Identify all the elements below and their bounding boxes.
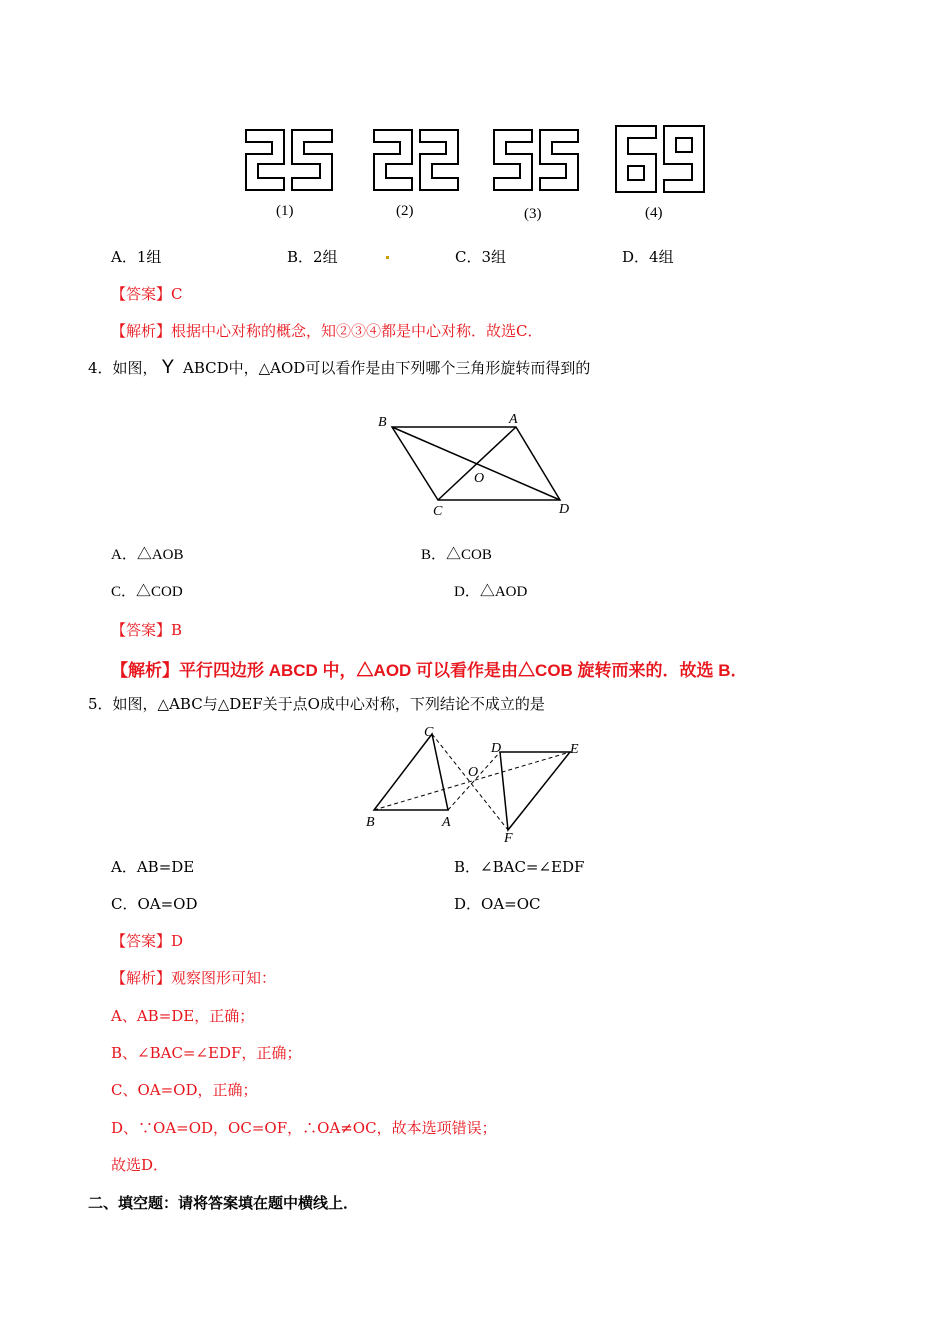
q4-option-a[interactable]: A．△AOB [111,547,184,563]
q5-analysis-line-5: D、∵OA=OD，OC=OF，∴OA≠OC，故本选项错误； [111,1119,497,1137]
q5-option-c[interactable]: C．OA=OD [111,895,198,913]
label-E: E [570,742,579,757]
q4-analysis: 【解析】平行四边形 ABCD 中，△AOD 可以看作是由△COB 旋转而来的．故选 B． [111,661,748,680]
q5-analysis-line-1: 【解析】观察图形可知： [111,969,277,987]
label-A: A [509,412,518,427]
label-O: O [468,765,479,780]
figure-label-3: (3) [524,206,542,222]
digit-pair-4 [616,126,704,192]
parallelogram-symbol: Y [161,357,175,378]
q4-stem-prefix: 4．如图， [88,359,158,377]
label-D: D [559,502,570,517]
q5-stem: 5．如图，△ABC与△DEF关于点O成中心对称，下列结论不成立的是 [88,695,545,713]
q3-option-d[interactable]: D．4组 [622,248,674,266]
label-D: D [491,741,502,756]
q5-option-d[interactable]: D．OA=OC [454,895,541,913]
section-2-title: 二、填空题：请将答案填在题中横线上． [88,1194,359,1212]
q3-option-a[interactable]: A．1组 [111,248,162,266]
q5-analysis-line-6: 故选D． [111,1156,169,1174]
q3-option-c[interactable]: C．3组 [455,248,507,266]
q5-option-a[interactable]: A．AB=DE [111,858,195,876]
digit-pair-3 [494,130,578,190]
central-symmetry-figure [360,720,590,845]
parallelogram-figure [370,405,580,520]
q4-stem-suffix: ABCD中，△AOD可以看作是由下列哪个三角形旋转而得到的 [178,359,591,377]
q5-option-b[interactable]: B．∠BAC=∠EDF [454,858,585,876]
q5-answer: 【答案】D [111,932,184,950]
q4-answer: 【答案】B [111,621,183,639]
q3-analysis: 【解析】根据中心对称的概念，知②③④都是中心对称．故选C． [111,322,543,340]
q4-option-b[interactable]: B．△COB [421,547,492,563]
q3-option-b[interactable]: B．2组 [287,248,338,266]
q3-answer: 【答案】C [111,285,183,303]
figure-label-1: (1) [276,203,294,219]
label-B: B [366,815,375,830]
q4-stem [88,358,590,378]
stray-dot [386,256,389,259]
figure-label-2: (2) [396,203,414,219]
q4-option-d[interactable]: D．△AOD [454,584,528,600]
figure-label-4: (4) [645,205,663,221]
digit-pair-1 [246,130,332,190]
digit-pair-2 [374,130,458,190]
q5-analysis-line-3: B、∠BAC=∠EDF，正确； [111,1044,302,1062]
q5-analysis-line-2: A、AB=DE，正确； [111,1007,255,1025]
q5-analysis-line-4: C、OA=OD，正确； [111,1081,258,1099]
label-C: C [424,725,434,740]
label-C: C [433,504,443,519]
label-B: B [378,415,387,430]
label-O: O [474,471,485,486]
q4-option-c[interactable]: C．△COD [111,584,183,600]
label-F: F [504,831,513,845]
label-A: A [442,815,451,830]
